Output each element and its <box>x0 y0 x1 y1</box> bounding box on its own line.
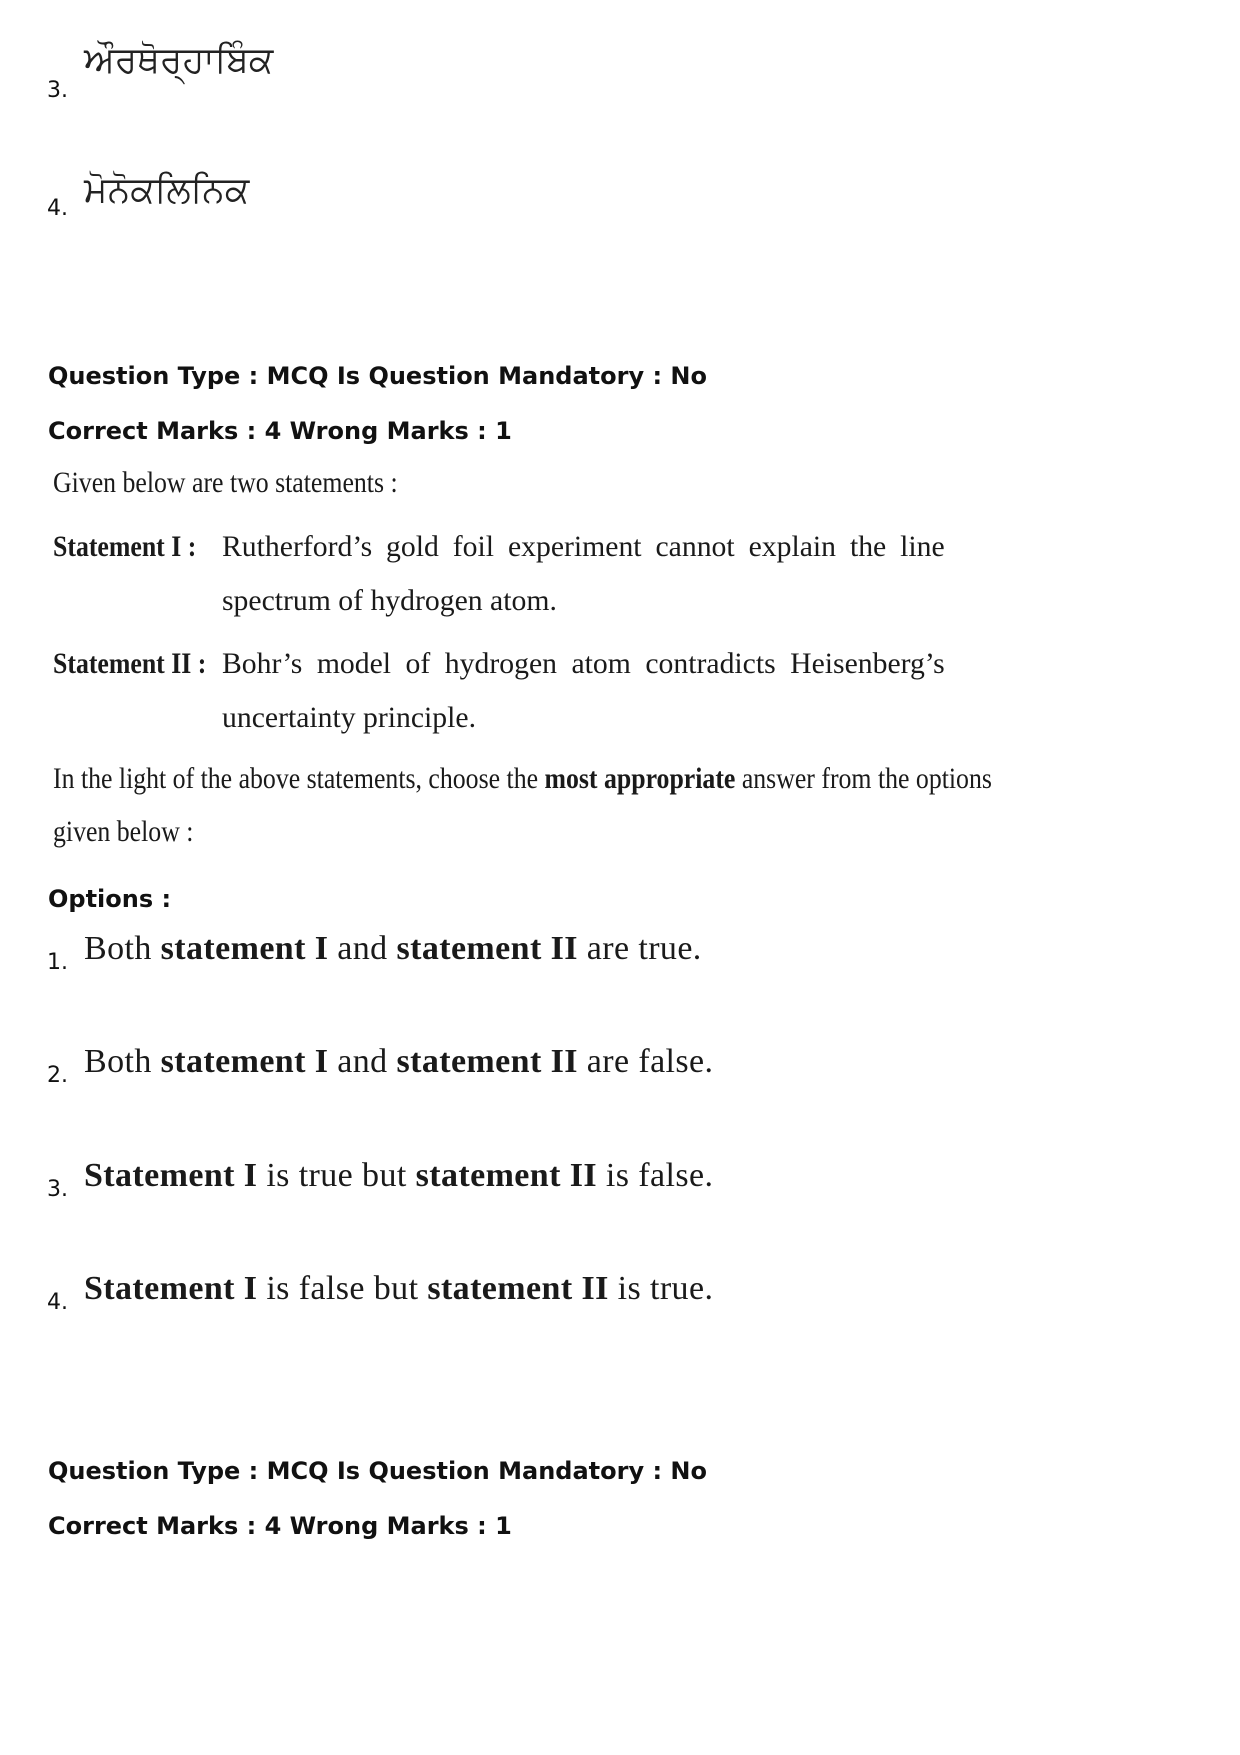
prev-option-number: 4. <box>47 196 68 221</box>
options-label: Options : <box>48 885 172 913</box>
option-number: 1. <box>47 950 68 975</box>
prev-option-number: 3. <box>47 78 68 103</box>
option-text: Both statement I and statement II are false. <box>84 1043 714 1080</box>
statement-2-label: Statement II : <box>53 647 207 680</box>
prev-option-text: ਔਰਥੋਰ੍ਹਾਬਿੰਕ <box>84 40 274 81</box>
option-text: Both statement I and statement II are true. <box>84 930 702 967</box>
next-question-type-line: Question Type : MCQ Is Question Mandatory : No <box>48 1457 707 1485</box>
prompt-part-2: answer from the options <box>741 762 992 795</box>
question-marks-line: Correct Marks : 4 Wrong Marks : 1 <box>48 417 512 445</box>
statement-1-text: Rutherford’s gold foil experiment cannot explain the line spectrum of hydrogen atom. <box>222 530 945 617</box>
option-number: 4. <box>47 1290 68 1315</box>
question-intro: Given below are two statements : <box>53 466 398 499</box>
option-number: 2. <box>47 1063 68 1088</box>
prev-option-text: ਮੋਨੋਕਲਿਨਿਕ <box>84 170 250 211</box>
question-prompt-line-1 <box>53 762 992 796</box>
option-text: Statement I is false but statement II is true. <box>84 1270 714 1307</box>
question-prompt-line-2: given below : <box>53 815 194 848</box>
prompt-bold: most appropriate <box>544 762 736 795</box>
next-question-marks-line: Correct Marks : 4 Wrong Marks : 1 <box>48 1512 512 1540</box>
question-type-line: Question Type : MCQ Is Question Mandatory : No <box>48 362 707 390</box>
option-text: Statement I is true but statement II is false. <box>84 1157 714 1194</box>
option-number: 3. <box>47 1177 68 1202</box>
statement-1-label: Statement I : <box>53 530 197 563</box>
prompt-part-1: In the light of the above statements, choose the <box>53 762 539 795</box>
statement-2-text: Bohr’s model of hydrogen atom contradicts Heisenberg’s uncertainty principle. <box>222 647 945 734</box>
